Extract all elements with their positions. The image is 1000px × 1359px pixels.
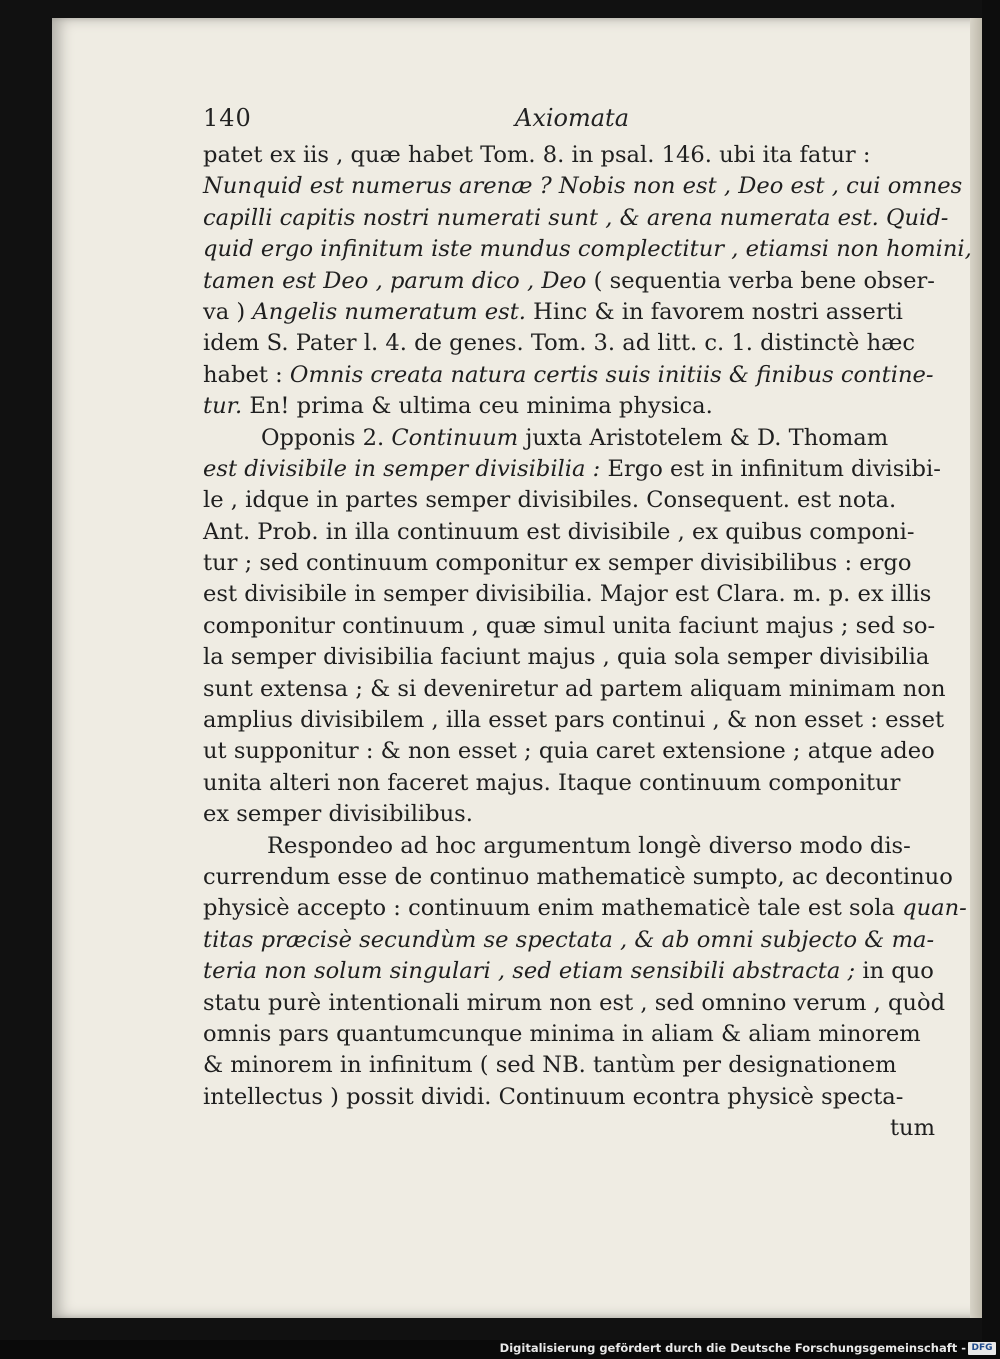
italic-text: quan- — [902, 895, 967, 922]
italic-text: Omnis creata natura certis suis initiis & finibus contine- — [289, 361, 934, 388]
text-line — [203, 736, 943, 767]
text-span: ut supponitur : & non esset ; quia caret extensione ; atque adeo — [203, 738, 935, 765]
text-line — [203, 674, 946, 705]
text-line — [203, 548, 943, 579]
text-span: & minorem in infinitum ( sed NB. tantùm per designationem — [203, 1052, 897, 1079]
dfg-logo-icon: DFG — [968, 1342, 996, 1355]
page-header — [203, 104, 943, 138]
text-span: juxta Aristotelem & D. Thomam — [518, 424, 889, 451]
text-span: tur ; sed continuum componitur ex semper divisibilibus : ergo — [203, 550, 912, 577]
text-line — [203, 297, 943, 328]
text-line — [203, 234, 972, 265]
text-line — [203, 1050, 943, 1081]
text-span: currendum esse de continuo mathematicè sumpto, ac decontinuo — [203, 863, 953, 890]
text-span: intellectus ) possit dividi. Continuum econtra physicè specta- — [203, 1083, 904, 1110]
italic-text: Continuum — [391, 424, 519, 451]
text-line — [203, 140, 943, 171]
text-span: ( sequentia verba bene obser- — [586, 267, 935, 294]
text-line — [203, 1019, 943, 1050]
text-line — [203, 705, 943, 736]
italic-text: est divisibile in semper divisibilia : — [203, 455, 601, 482]
text-line — [203, 642, 943, 673]
text-line — [203, 988, 946, 1019]
text-span: va ) — [203, 298, 253, 325]
text-span: Opponis 2. — [261, 424, 392, 451]
text-line — [203, 360, 943, 391]
text-span: est divisibile in semper divisibilia. Major est Clara. m. p. ex illis — [203, 581, 932, 608]
italic-text: quid ergo infinitum iste mundus complectitur , etiamsi non homini, — [203, 236, 972, 263]
text-line — [203, 579, 943, 610]
text-line — [203, 423, 943, 454]
text-line — [203, 1113, 943, 1144]
italic-text: Nunquid est numerus arenæ ? Nobis non est , Deo est , cui omnes — [203, 173, 963, 200]
italic-text: tamen est Deo , parum dico , Deo — [203, 267, 587, 294]
dfg-credit: Digitalisierung gefördert durch die Deutsche Forschungsgemeinschaft - — [499, 1341, 966, 1355]
page-number: 140 — [203, 104, 252, 132]
text-span: sunt extensa ; & si deveniretur ad partem aliquam minimam non — [203, 675, 946, 702]
italic-text: capilli capitis nostri numerati sunt , & arena numerata est. Quid- — [203, 204, 949, 231]
text-line — [203, 893, 967, 924]
text-line — [203, 391, 943, 422]
text-span: Respondeo ad hoc argumentum longè diverso modo dis- — [267, 832, 911, 859]
text-line — [203, 517, 943, 548]
text-span: le , idque in partes semper divisibiles. Consequent. est nota. — [203, 487, 897, 514]
text-span: idem S. Pater l. 4. de genes. Tom. 3. ad litt. c. 1. distinctè hæc — [203, 330, 916, 357]
text-span: Ant. Prob. in illa continuum est divisibile , ex quibus componi- — [203, 518, 915, 545]
text-line — [203, 485, 943, 516]
text-span: statu purè intentionali mirum non est , sed omnino verum , quòd — [203, 989, 946, 1016]
italic-text: titas præcisè secundùm se spectata , & ab omni subjecto & ma- — [203, 926, 935, 953]
text-span: componitur continuum , quæ simul unita faciunt majus ; sed so- — [203, 612, 936, 639]
text-line — [203, 768, 943, 799]
text-span: amplius divisibilem , illa esset pars continui , & non esset : esset — [203, 707, 945, 734]
body-text — [203, 140, 972, 1145]
text-line — [203, 266, 943, 297]
text-line — [203, 203, 949, 234]
text-span: unita alteri non faceret majus. Itaque continuum componitur — [203, 769, 901, 796]
text-span: En! prima & ultima ceu minima physica. — [242, 393, 713, 420]
text-span: patet ex iis , quæ habet Tom. 8. in psal. 146. ubi ita fatur : — [203, 142, 871, 168]
text-line — [203, 925, 943, 956]
text-span: in quo — [855, 958, 934, 985]
text-span: omnis pars quantumcunque minima in aliam & aliam minorem — [203, 1020, 921, 1047]
text-line — [203, 611, 943, 642]
italic-text: teria non solum singulari , sed etiam sensibili abstracta ; — [203, 958, 856, 985]
text-span: ex semper divisibilibus. — [203, 801, 473, 828]
text-line — [203, 862, 953, 893]
text-line — [203, 799, 943, 830]
text-line — [203, 328, 943, 359]
scan-margin — [982, 0, 1000, 1359]
text-span: habet : — [203, 361, 290, 388]
running-head: Axiomata — [515, 104, 630, 132]
text-span: tum — [889, 1115, 935, 1142]
text-span: Hinc & in favorem nostri asserti — [526, 298, 903, 325]
page-edge — [970, 18, 982, 1318]
italic-text: tur. — [203, 393, 243, 420]
text-line — [203, 956, 943, 987]
text-line — [203, 831, 943, 862]
text-span: la semper divisibilia faciunt majus , quia sola semper divisibilia — [203, 644, 930, 671]
text-line — [203, 454, 943, 485]
text-span: Ergo est in infinitum divisibi- — [600, 455, 941, 482]
text-span: physicè accepto : continuum enim mathematicè tale est sola — [203, 895, 903, 922]
text-line — [203, 1082, 943, 1113]
text-line — [203, 171, 963, 202]
italic-text: Angelis numeratum est. — [252, 298, 526, 325]
